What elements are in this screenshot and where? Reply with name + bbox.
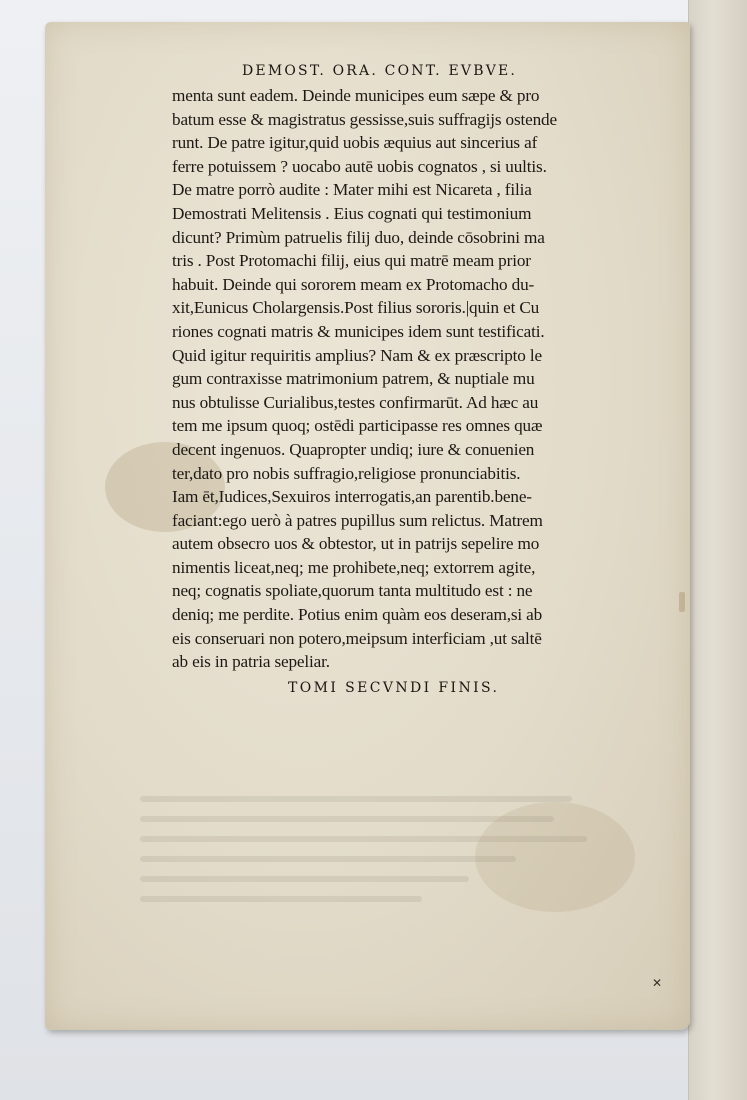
text-line: habuit. Deinde qui sororem meam ex Protomacho du- — [172, 274, 535, 294]
text-line: runt. De patre igitur,quid uobis æquius aut sincerius af — [172, 133, 538, 153]
text-line: batum esse & magistratus gessisse,suis suffragijs ostende — [172, 109, 557, 129]
text-line: tem me ipsum quoq; ostēdi participasse res omnes quæ — [172, 416, 543, 436]
running-header: DEMOST. ORA. CONT. EVBVE. — [242, 63, 518, 79]
text-line: nimentis liceat,neq; me prohibete,neq; extorrem agite, — [172, 557, 536, 577]
page-edge-mark — [679, 592, 685, 612]
text-line: eis conseruari non potero,meipsum interficiam ,ut saltē — [172, 628, 542, 648]
bleed-through-text — [140, 782, 610, 972]
text-line: ab eis in patria sepeliar. — [172, 652, 330, 672]
text-line: Demostrati Melitensis . Eius cognati qui testimonium — [172, 203, 532, 223]
page-body-text — [172, 84, 652, 674]
text-line: deniq; me perdite. Potius enim quàm eos deseram,si ab — [172, 605, 543, 625]
text-line: De matre porrò audite : Mater mihi est Nicareta , filia — [172, 180, 532, 200]
text-line: neq; cognatis spoliate,quorum tanta multitudo est : ne — [172, 581, 533, 601]
text-line: ter,dato pro nobis suffragio,religiose pronunciabitis. — [172, 463, 521, 483]
text-line: tris . Post Protomachi filij, eius qui matrē meam prior — [172, 251, 531, 271]
text-line: dicunt? Primùm patruelis filij duo, deinde cōsobrini ma — [172, 227, 545, 247]
facing-page-edge — [688, 0, 747, 1100]
text-line: menta sunt eadem. Deinde municipes eum sæpe & pro — [172, 86, 540, 105]
text-line: autem obsecro uos & obtestor, ut in patrijs sepelire mo — [172, 534, 540, 554]
text-line: xit,Eunicus Cholargensis.Post filius sororis.|quin et Cu — [172, 298, 540, 318]
text-line: ferre potuissem ? uocabo autē uobis cognatos , si uultis. — [172, 156, 547, 176]
text-line: decent ingenuos. Quapropter undiq; iure & conuenien — [172, 439, 535, 459]
colophon: TOMI SECVNDI FINIS. — [288, 680, 500, 696]
text-line: faciant:ego uerò à patres pupillus sum relictus. Matrem — [172, 510, 543, 530]
text-line: Iam ēt,Iudices,Sexuiros interrogatis,an parentib.bene- — [172, 487, 532, 507]
text-line: Quid igitur requiritis amplius? Nam & ex præscripto le — [172, 345, 542, 365]
ink-smudge-icon: ✕ — [652, 976, 663, 990]
text-line: riones cognati matris & municipes idem sunt testificati. — [172, 321, 545, 341]
text-line: nus obtulisse Curialibus,testes confirmarūt. Ad hæc au — [172, 392, 539, 412]
text-line: gum contraxisse matrimonium patrem, & nuptiale mu — [172, 369, 535, 389]
